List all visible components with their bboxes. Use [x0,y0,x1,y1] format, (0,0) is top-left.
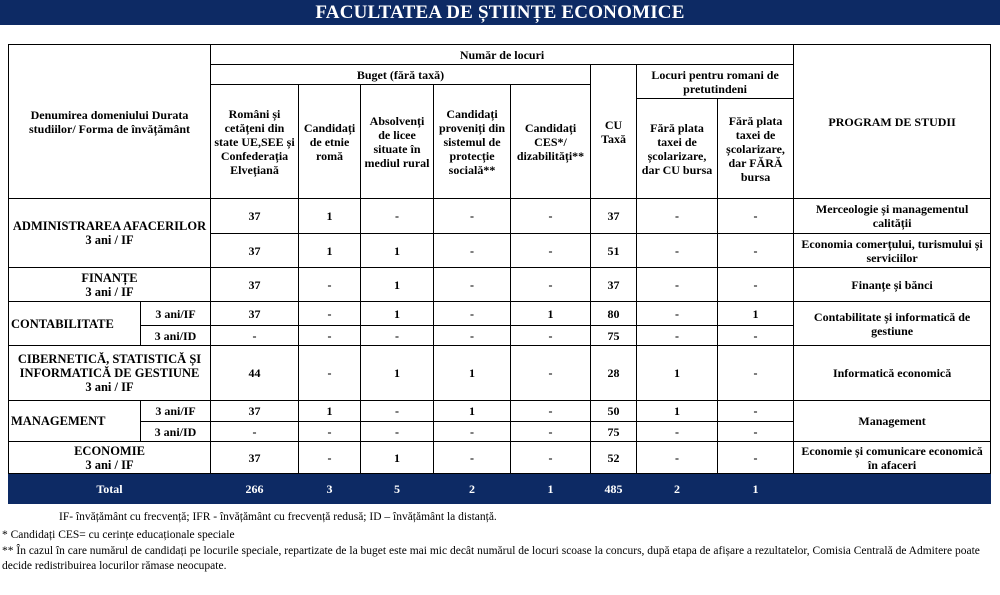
value-cell: - [718,199,794,234]
etnie-roma-header: Candidați de etnie romă [299,85,361,199]
value-cell: 37 [211,442,299,474]
domain-header: Denumirea domeniului Durata studiilor/ Forma de învățământ [9,45,211,199]
romani-ue-header: Români și cetățeni din state UE,SEE și Confederația Elvețiană [211,85,299,199]
value-cell: - [299,346,361,401]
value-cell: - [718,401,794,422]
value-cell: - [299,442,361,474]
form-cell: 3 ani/IF [141,302,211,326]
value-cell: - [361,326,434,346]
value-cell: 1 [361,268,434,302]
domain-cell: CONTABILITATE [9,302,141,346]
value-cell: 80 [591,302,637,326]
total-cell: 266 [211,474,299,504]
value-cell: - [637,199,718,234]
value-cell: 37 [211,199,299,234]
total-cell: 485 [591,474,637,504]
value-cell: - [718,234,794,268]
value-cell: - [511,234,591,268]
domain-cell: ECONOMIE 3 ani / IF [9,442,211,474]
value-cell: 37 [211,268,299,302]
table-row [9,302,991,326]
value-cell: 37 [591,268,637,302]
value-cell: - [299,268,361,302]
program-cell: Merceologie și managementul calității [794,199,991,234]
value-cell: 50 [591,401,637,422]
value-cell: - [511,401,591,422]
value-cell: - [718,346,794,401]
value-cell: 75 [591,422,637,442]
ces-header: Candidați CES*/ dizabilități** [511,85,591,199]
domain-cell: ADMINISTRAREA AFACERILOR 3 ani / IF [9,199,211,268]
value-cell: - [361,401,434,422]
value-cell: - [511,199,591,234]
domain-cell: CIBERNETICĂ, STATISTICĂ ȘI INFORMATICĂ DE GESTIUNE 3 ani / IF [9,346,211,401]
fara-bursa-header: Fără plata taxei de școlarizare, dar FĂRĂ bursa [718,99,794,199]
total-empty-cell [794,474,991,504]
value-cell: - [361,199,434,234]
total-cell: 2 [434,474,511,504]
value-cell: - [511,422,591,442]
page-title: FACULTATEA DE ȘTIINȚE ECONOMICE [0,0,1000,25]
value-cell: 37 [211,302,299,326]
value-cell: 51 [591,234,637,268]
total-cell: 3 [299,474,361,504]
protectie-sociala-header: Candidați proveniți din sistemul de protecție socială** [434,85,511,199]
value-cell: 1 [511,302,591,326]
form-cell: 3 ani/IF [141,401,211,422]
value-cell: 1 [637,346,718,401]
buget-header: Buget (fără taxă) [211,65,591,85]
value-cell: - [434,422,511,442]
value-cell: 52 [591,442,637,474]
value-cell: 1 [299,401,361,422]
mediu-rural-header: Absolvenți de licee situate în mediul rural [361,85,434,199]
total-cell: 1 [718,474,794,504]
note-redistribution: ** În cazul în care numărul de candidați pe locurile speciale, repartizate de la buget este mai mic decât numărul de locuri scoase la concurs, după etapa de afișare a rezultatelor, Comisia Centrală de Admitere poate decide redistribuirea locurilor rămase neocupate. [2,545,980,572]
value-cell: 75 [591,326,637,346]
program-cell: Economia comerțului, turismului și serviciilor [794,234,991,268]
value-cell: 1 [434,346,511,401]
value-cell: - [434,326,511,346]
program-header: PROGRAM DE STUDII [794,45,991,199]
value-cell: - [637,326,718,346]
value-cell: - [434,302,511,326]
form-cell: 3 ani/ID [141,326,211,346]
note-ces: * Candidați CES= cu cerințe educaționale speciale [2,529,235,541]
program-cell: Economie și comunicare economică în afaceri [794,442,991,474]
value-cell: 1 [637,401,718,422]
total-cell: 5 [361,474,434,504]
program-cell: Finanțe și bănci [794,268,991,302]
value-cell: 37 [211,401,299,422]
value-cell: - [211,422,299,442]
value-cell: 37 [591,199,637,234]
table-row [9,442,991,474]
value-cell: 1 [718,302,794,326]
value-cell: - [637,442,718,474]
program-cell: Informatică economică [794,346,991,401]
value-cell: - [637,268,718,302]
value-cell: - [718,422,794,442]
value-cell: - [434,442,511,474]
value-cell: - [299,422,361,442]
table-row [9,199,991,234]
value-cell: 28 [591,346,637,401]
program-cell: Management [794,401,991,442]
cu-bursa-header: Fără plata taxei de școlarizare, dar CU bursa [637,99,718,199]
value-cell: 1 [361,302,434,326]
total-cell: 2 [637,474,718,504]
value-cell: - [511,326,591,346]
value-cell: - [361,422,434,442]
form-cell: 3 ani/ID [141,422,211,442]
domain-cell: FINANȚE 3 ani / IF [9,268,211,302]
total-cell: 1 [511,474,591,504]
value-cell: 1 [361,234,434,268]
value-cell: - [434,199,511,234]
value-cell: - [637,422,718,442]
value-cell: - [511,268,591,302]
admission-table [8,44,991,504]
value-cell: - [718,326,794,346]
table-row [9,268,991,302]
value-cell: - [637,302,718,326]
value-cell: - [434,234,511,268]
value-cell: - [299,326,361,346]
value-cell: - [299,302,361,326]
total-label: Total [9,474,211,504]
value-cell: 44 [211,346,299,401]
value-cell: - [511,442,591,474]
total-row [9,474,991,504]
value-cell: 1 [361,442,434,474]
value-cell: 1 [361,346,434,401]
value-cell: 1 [299,199,361,234]
romani-pretutindeni-header: Locuri pentru romani de pretutindeni [637,65,794,99]
value-cell: - [718,268,794,302]
program-cell: Contabilitate și informatică de gestiune [794,302,991,346]
numar-locuri-header: Număr de locuri [211,45,794,65]
value-cell: - [718,442,794,474]
cu-taxa-header: CU Taxă [591,65,637,199]
value-cell: - [511,346,591,401]
value-cell: - [434,268,511,302]
table-row [9,401,991,422]
table-row [9,346,991,401]
value-cell: - [637,234,718,268]
domain-cell: MANAGEMENT [9,401,141,442]
value-cell: - [211,326,299,346]
value-cell: 1 [299,234,361,268]
note-abbreviations: IF- învățământ cu frecvență; IFR - învățământ cu frecvență redusă; ID – învățământ la distanță. [59,511,497,523]
value-cell: 1 [434,401,511,422]
value-cell: 37 [211,234,299,268]
